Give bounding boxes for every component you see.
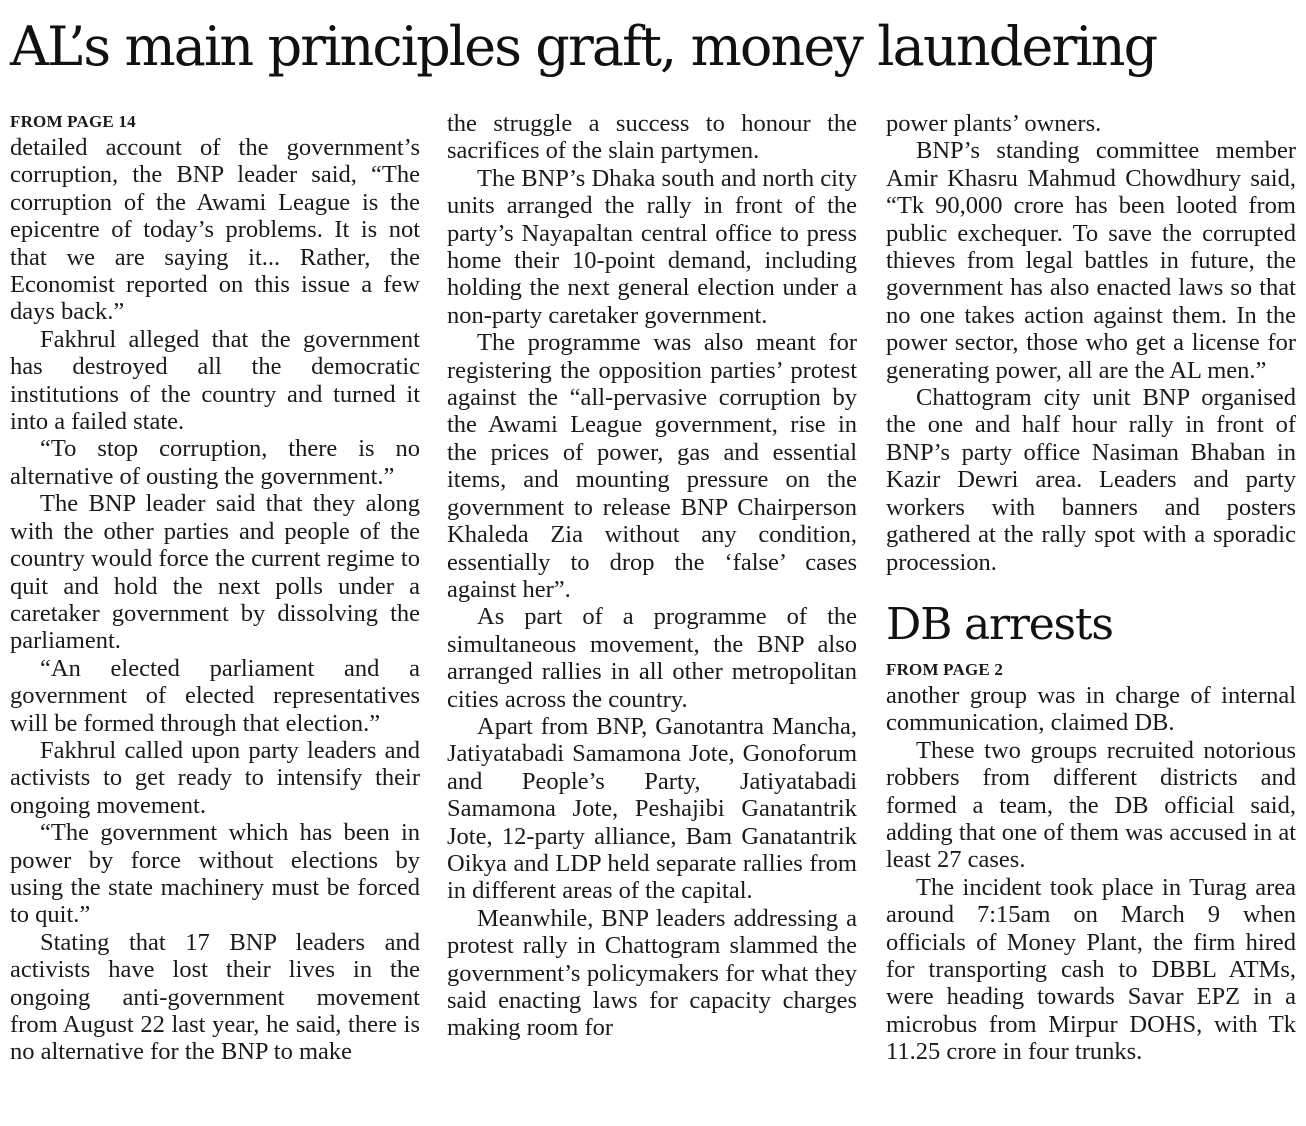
article-paragraph: “An elected parliament and a government of elected representatives will be formed through that election.” — [10, 654, 420, 737]
article-paragraph: another group was in charge of internal communication, claimed DB. — [886, 681, 1296, 737]
article-paragraph: As part of a programme of the simultaneous movement, the BNP also arranged rallies in all other metropolitan cities across the country. — [447, 603, 857, 713]
article-paragraph: These two groups recruited notorious robbers from different districts and formed a team, the DB official said, adding that one of them was accused in at least 27 cases. — [886, 736, 1296, 874]
article-paragraph: BNP’s standing committee member Amir Khasru Mahmud Chowdhury said, “Tk 90,000 crore has been looted from public exchequer. To save the corrupted thieves from legal battles in future, the government has also enacted laws so that no one takes action against them. In the power sector, those who get a license for generating power, all are the AL men.” — [886, 137, 1296, 384]
article-paragraph: The BNP leader said that they along with the other parties and people of the country would force the current regime to quit and hold the next polls under a caretaker government by dissolving the parliament. — [10, 490, 420, 655]
article-paragraph: power plants’ owners. — [886, 110, 1102, 137]
article-paragraph: detailed account of the government’s corruption, the BNP leader said, “The corruption of the Awami League is the epicentre of today’s problems. It is not that we are saying it... Rather, the Economist reported on this issue a few days back.” — [10, 134, 420, 326]
continuation-kicker: FROM PAGE 2 — [886, 659, 1004, 679]
continuation-kicker: FROM PAGE 14 — [10, 112, 136, 131]
second-article-headline: DB arrests — [886, 598, 1113, 650]
article-paragraph: Apart from BNP, Ganotantra Mancha, Jatiyatabadi Samamona Jote, Gonoforum and People’s Party, Jatiyatabadi Samamona Jote, Peshajibi Ganatantrik Jote, 12-party alliance, Bam Ganatantrik Oikya and LDP held separate rallies from in different areas of the capital. — [447, 712, 857, 905]
column-1 — [10, 110, 420, 1066]
column-2 — [447, 110, 857, 1042]
article-headline: AL’s main principles graft, money laundering — [10, 15, 1157, 78]
article-paragraph: Meanwhile, BNP leaders addressing a protest rally in Chattogram slammed the government’s policymakers for what they said enacting laws for capacity charges making room for — [447, 904, 857, 1042]
article-paragraph: “The government which has been in power by force without elections by using the state machinery must be forced to quit.” — [10, 819, 420, 929]
article-paragraph: The BNP’s Dhaka south and north city units arranged the rally in front of the party’s Nayapaltan central office to press home their 10-point demand, including holding the next general election under a non-party caretaker government. — [447, 164, 857, 329]
article-paragraph: The programme was also meant for registering the opposition parties’ protest against the “all-pervasive corruption by the Awami League government, rise in the prices of power, gas and essential items, and mounting pressure on the government to release BNP Chairperson Khaleda Zia without any condition, essentially to drop the ‘false’ cases against her”. — [447, 329, 857, 603]
article-paragraph: Fakhrul alleged that the government has destroyed all the democratic institutions of the country and turned it into a failed state. — [10, 325, 420, 436]
article-paragraph: Fakhrul called upon party leaders and activists to get ready to intensify their ongoing movement. — [10, 736, 420, 819]
article-paragraph: the struggle a success to honour the sacrifices of the slain partymen. — [447, 110, 857, 165]
article-paragraph: The incident took place in Turag area around 7:15am on March 9 when officials of Money Plant, the firm hired for transporting cash to DBBL ATMs, were heading towards Savar EPZ in a microbus from Mirpur DOHS, with Tk 11.25 crore in four trunks. — [886, 873, 1296, 1066]
article-paragraph: Stating that 17 BNP leaders and activists have lost their lives in the ongoing anti-government movement from August 22 last year, he said, there is no alternative for the BNP to make — [10, 928, 420, 1066]
article-paragraph: “To stop corruption, there is no alternative of ousting the government.” — [10, 435, 420, 490]
article-paragraph: Chattogram city unit BNP organised the one and half hour rally in front of BNP’s party office Nasiman Bhaban in Kazir Dewri area. Leaders and party workers with banners and posters gathered at the rally spot with a sporadic procession. — [886, 384, 1296, 576]
column-3 — [886, 110, 1296, 1066]
